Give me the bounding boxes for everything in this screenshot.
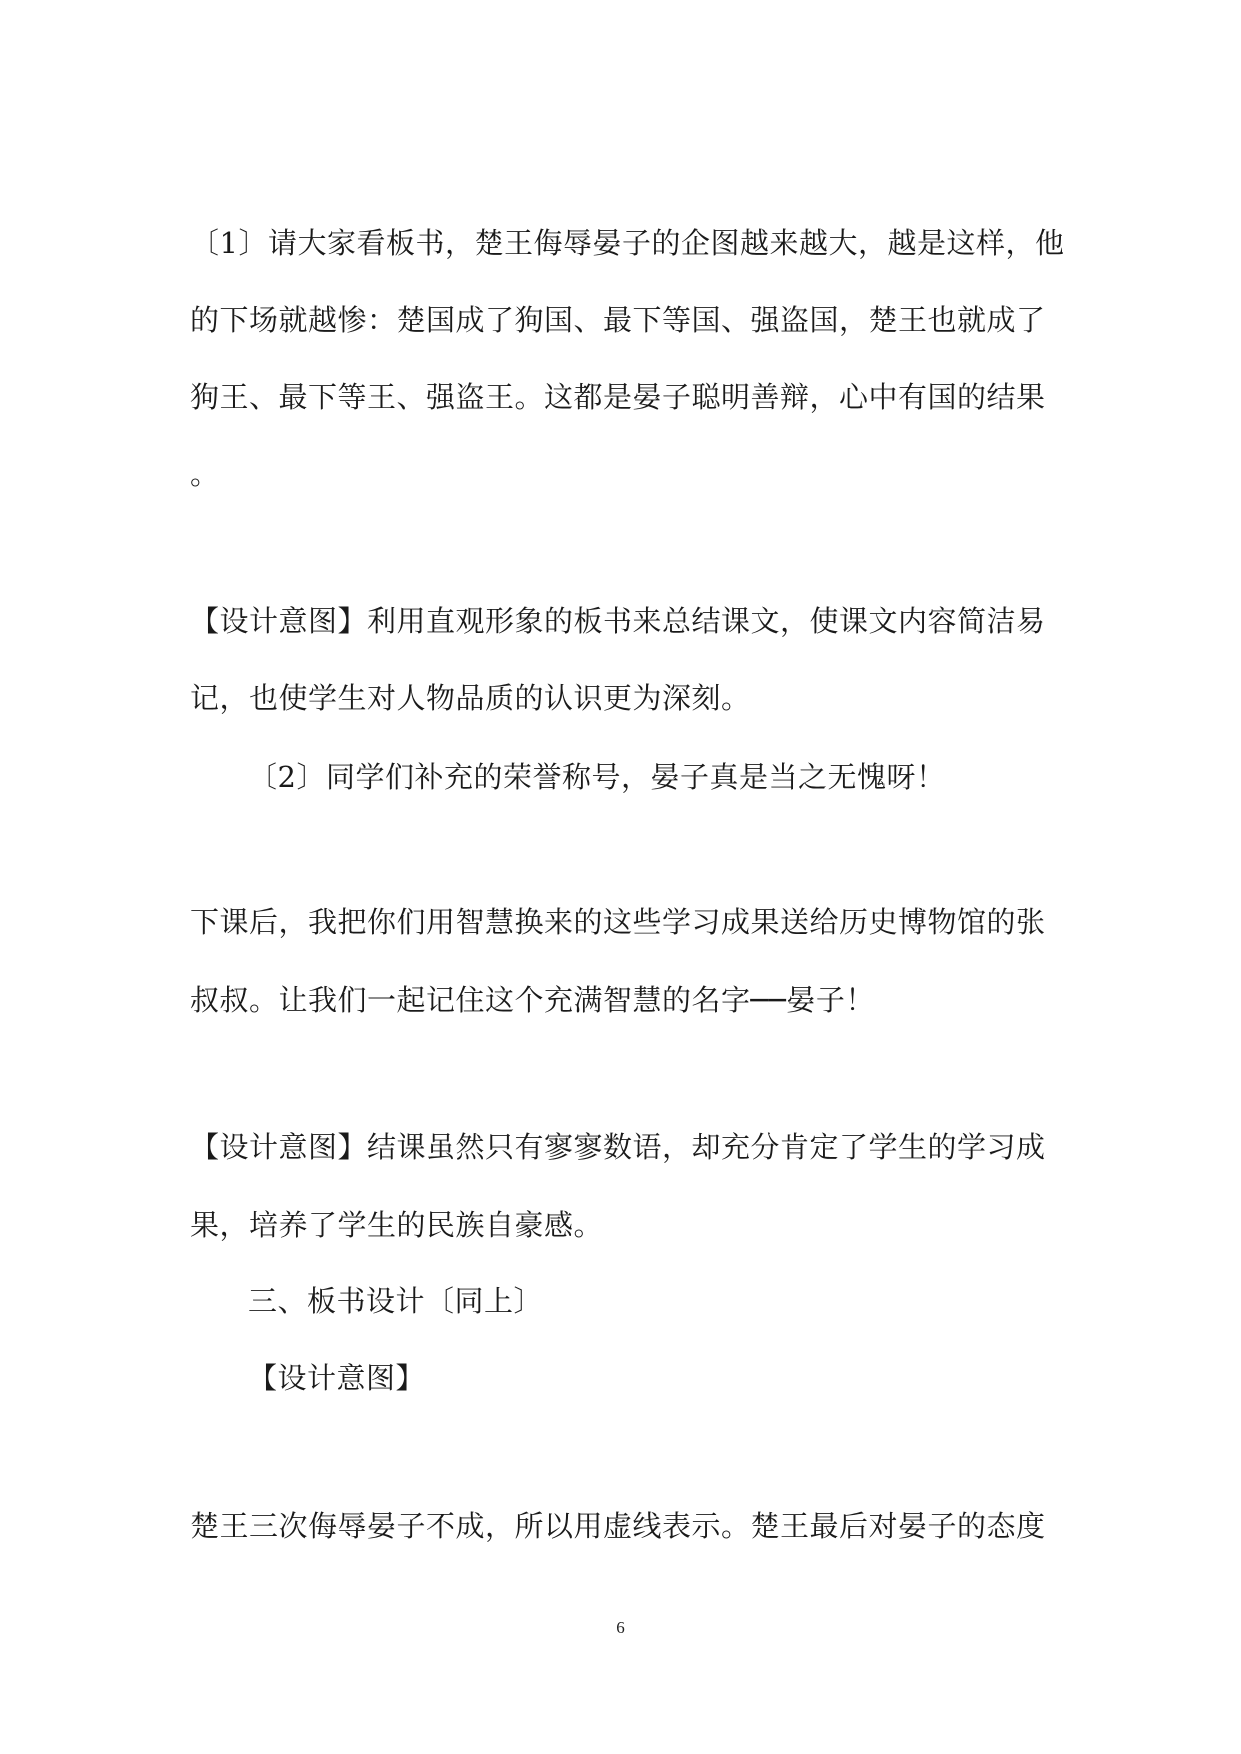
page-number: 6 xyxy=(616,1618,625,1637)
paragraph-1-line-1: 〔1〕请大家看板书，楚王侮辱晏子的企图越来越大，越是这样，他 xyxy=(190,226,1065,260)
paragraph-1-line-4: 。 xyxy=(190,457,220,491)
design-intent-label: 【设计意图】 xyxy=(248,1361,426,1395)
paragraph-1-line-3: 狗王、最下等王、强盗王。这都是晏子聪明善辩，心中有国的结果 xyxy=(190,380,1046,414)
paragraph-4-line-2: 叔叔。让我们一起记住这个充满智慧的名字──晏子！ xyxy=(190,983,875,1017)
paragraph-5-line-2: 果，培养了学生的民族自豪感。 xyxy=(190,1208,604,1242)
paragraph-1-line-2: 的下场就越惨：楚国成了狗国、最下等国、强盗国，楚王也就成了 xyxy=(190,303,1046,337)
paragraph-8-line-1: 楚王三次侮辱晏子不成，所以用虚线表示。楚王最后对晏子的态度 xyxy=(190,1509,1046,1543)
paragraph-4-line-1: 下课后，我把你们用智慧换来的这些学习成果送给历史博物馆的张 xyxy=(190,905,1046,939)
paragraph-2-line-2: 记，也使学生对人物品质的认识更为深刻。 xyxy=(190,681,751,715)
section-heading-board-design: 三、板书设计〔同上〕 xyxy=(248,1284,544,1318)
paragraph-2-line-1: 【设计意图】利用直观形象的板书来总结课文，使课文内容简洁易 xyxy=(190,604,1046,638)
paragraph-5-line-1: 【设计意图】结课虽然只有寥寥数语，却充分肯定了学生的学习成 xyxy=(190,1130,1046,1164)
paragraph-3-line-1: 〔2〕同学们补充的荣誉称号，晏子真是当之无愧呀！ xyxy=(248,760,946,794)
